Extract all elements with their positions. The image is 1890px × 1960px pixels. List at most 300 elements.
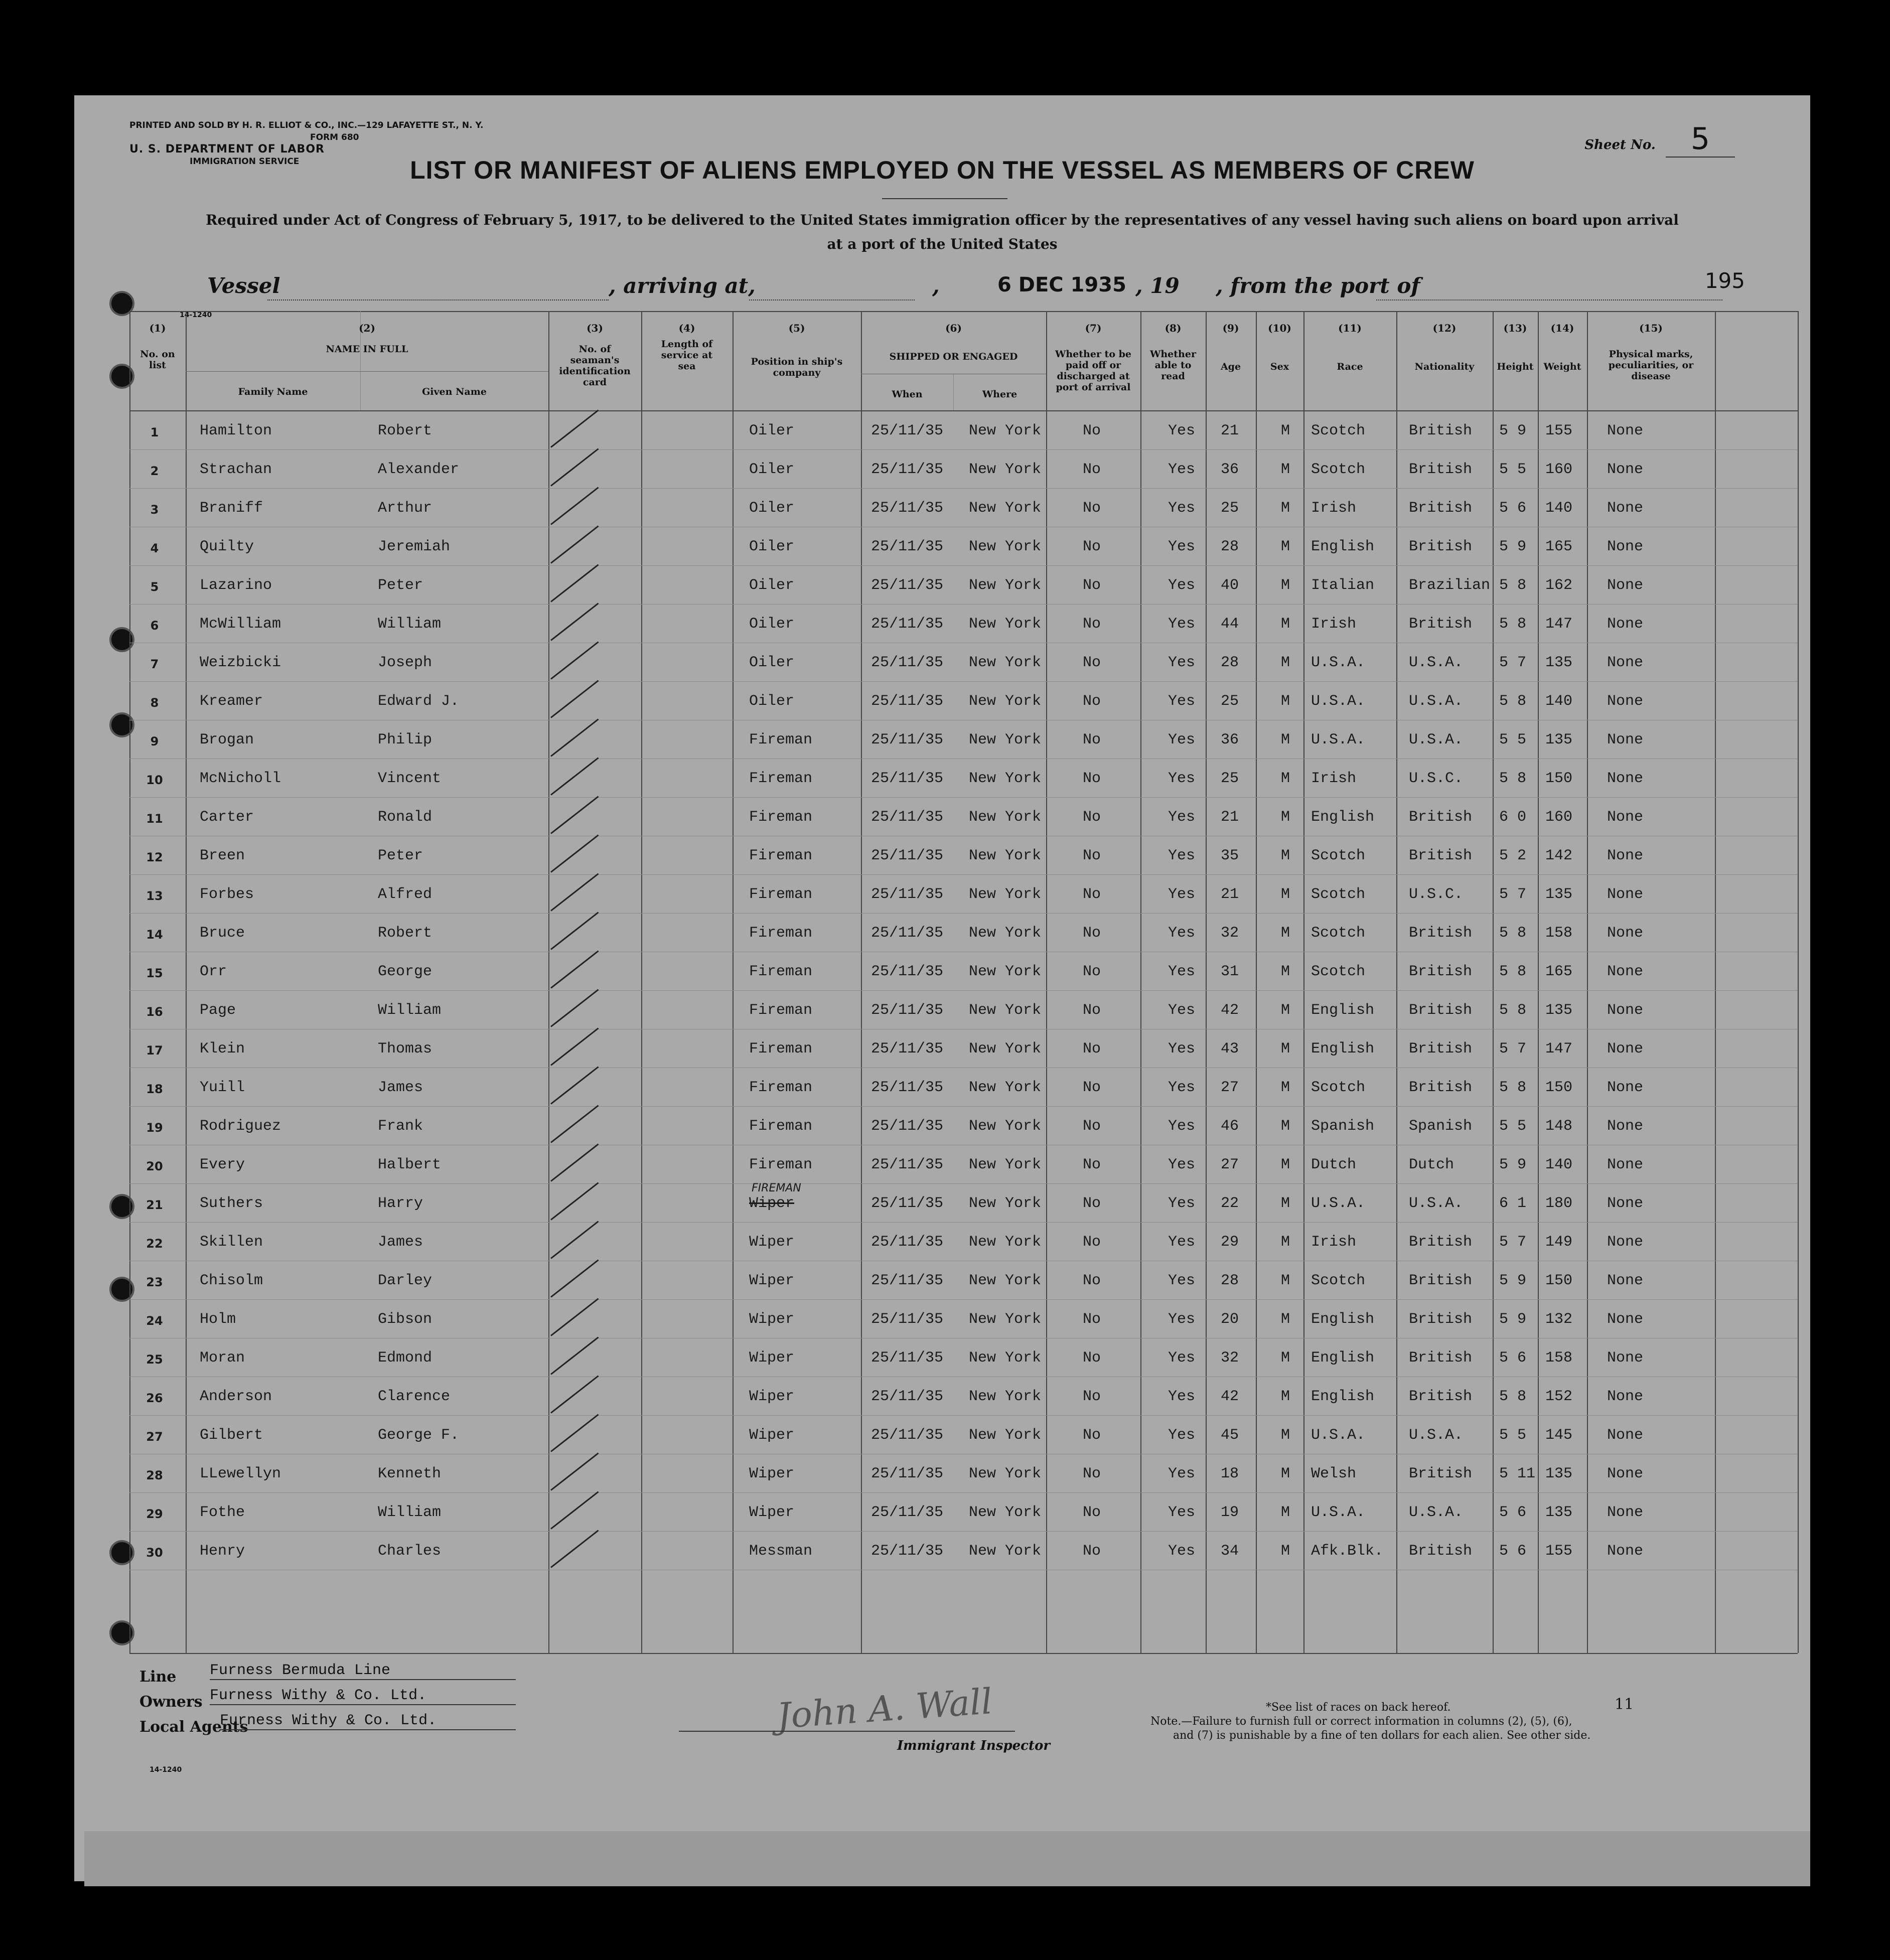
row-number: 15 [146,966,163,980]
position: Wiper [749,1195,795,1212]
nationality: British [1409,1388,1473,1405]
note-races: *See list of races on back hereof. [1266,1701,1451,1714]
row-number: 10 [146,773,163,787]
able-to-read: Yes [1168,693,1196,710]
able-to-read: Yes [1168,809,1196,826]
nationality: U.S.A. [1409,693,1464,710]
sex: M [1281,1040,1290,1058]
id-card-tick-mark [550,1452,599,1490]
inspector-signature: John A. Wall [775,1681,994,1737]
shipped-when: 25/11/35 [871,693,944,710]
table-row [74,450,1810,489]
height: 5 8 [1499,770,1527,787]
sex: M [1281,1427,1290,1444]
weight: 135 [1545,886,1573,903]
shipped-where: New York [969,770,1042,787]
row-number: 5 [150,580,159,594]
family-name: Forbes [200,886,254,903]
nationality: British [1409,1272,1473,1289]
position: Oiler [749,500,795,517]
weight: 140 [1545,500,1573,517]
given-name: William [378,1002,442,1019]
sex: M [1281,963,1290,980]
sex: M [1281,577,1290,594]
position: Fireman [749,1002,813,1019]
weight: 132 [1545,1311,1573,1328]
paid-off: No [1083,500,1101,517]
nationality: Spanish [1409,1118,1473,1135]
nationality: British [1409,1234,1473,1251]
physical-marks: None [1607,1079,1644,1096]
row-number: 4 [150,541,159,555]
weight: 180 [1545,1195,1573,1212]
race: Irish [1311,1234,1357,1251]
id-card-tick-mark [550,1336,599,1375]
shipped-where: New York [969,654,1042,671]
header-sex: Sex [1270,361,1289,372]
race: Irish [1311,500,1357,517]
row-number: 28 [146,1468,163,1482]
able-to-read: Yes [1168,963,1196,980]
id-card-tick-mark [550,989,599,1027]
comma-separator: , [932,273,940,298]
row-number: 11 [146,812,163,826]
given-name: Thomas [378,1040,432,1058]
col-num: (1) [149,322,166,334]
table-row [74,914,1810,952]
sex: M [1281,1465,1290,1482]
race: Scotch [1311,963,1366,980]
given-name: Alexander [378,461,460,478]
footer-note [1150,1701,1590,1743]
paid-off: No [1083,925,1101,942]
given-name: George F. [378,1427,460,1444]
col-num: (12) [1432,322,1457,334]
sheet-number-label: Sheet No. [1584,137,1656,153]
shipped-when: 25/11/35 [871,809,944,826]
shipped-when: 25/11/35 [871,731,944,748]
position: Oiler [749,422,795,439]
sheet-number-value: 5 [1666,121,1735,158]
age: 25 [1221,770,1239,787]
sex: M [1281,1079,1290,1096]
col-num: (2) [359,322,375,334]
printer-line: PRINTED AND SOLD BY H. R. ELLIOT & CO., INC.—129 LAFAYETTE ST., N. Y. [129,120,484,130]
shipped-when: 25/11/35 [871,1349,944,1367]
shipped-where: New York [969,422,1042,439]
given-name: Kenneth [378,1465,442,1482]
row-number: 30 [146,1546,163,1560]
shipped-where: New York [969,1234,1042,1251]
id-card-tick-mark [550,1066,599,1104]
shipped-where: New York [969,809,1042,826]
year-annotation: 195 [1704,268,1745,293]
given-name: James [378,1234,423,1251]
table-row [74,566,1810,605]
family-name: Fothe [200,1504,245,1521]
height: 5 6 [1499,1349,1527,1367]
weight: 148 [1545,1118,1573,1135]
nationality: U.S.A. [1409,654,1464,671]
paid-off: No [1083,809,1101,826]
race: Scotch [1311,461,1366,478]
shipped-when: 25/11/35 [871,422,944,439]
id-card-tick-mark [550,757,599,795]
shipped-when: 25/11/35 [871,1079,944,1096]
age: 44 [1221,616,1239,633]
race: U.S.A. [1311,1427,1366,1444]
sex: M [1281,809,1290,826]
weight: 150 [1545,1272,1573,1289]
family-name: Klein [200,1040,245,1058]
able-to-read: Yes [1168,1118,1196,1135]
family-name: Henry [200,1543,245,1560]
height: 5 8 [1499,1079,1527,1096]
sex: M [1281,1388,1290,1405]
weight: 165 [1545,963,1573,980]
age: 42 [1221,1388,1239,1405]
shipped-where: New York [969,847,1042,864]
physical-marks: None [1607,925,1644,942]
table-row [74,1532,1810,1570]
row-number: 8 [150,696,159,710]
col-num: (11) [1338,322,1362,334]
col-num: (7) [1085,322,1102,334]
header-length-service: Length of service at sea [661,339,713,372]
shipped-where: New York [969,1002,1042,1019]
sex: M [1281,538,1290,555]
given-name: Arthur [378,500,432,517]
position: Wiper [749,1234,795,1251]
shipped-when: 25/11/35 [871,1118,944,1135]
paid-off: No [1083,1504,1101,1521]
sex: M [1281,886,1290,903]
age: 45 [1221,1427,1239,1444]
paid-off: No [1083,693,1101,710]
header-when: When [892,389,923,400]
height: 5 5 [1499,1427,1527,1444]
form-code-bottom: 14-1240 [150,1766,182,1774]
table-row [74,991,1810,1029]
position: Wiper [749,1388,795,1405]
nationality: British [1409,925,1473,942]
shipped-where: New York [969,731,1042,748]
height: 6 0 [1499,809,1527,826]
physical-marks: None [1607,770,1644,787]
table-row [74,759,1810,798]
family-name: McWilliam [200,616,281,633]
table-row [74,875,1810,914]
weight: 165 [1545,538,1573,555]
table-row [74,1029,1810,1068]
vessel-label: Vessel [207,273,280,298]
physical-marks: None [1607,1311,1644,1328]
id-card-tick-mark [550,1530,599,1568]
given-name: Gibson [378,1311,432,1328]
row-number: 18 [146,1082,163,1096]
weight: 140 [1545,1156,1573,1173]
family-name: LLewellyn [200,1465,281,1482]
able-to-read: Yes [1168,1504,1196,1521]
physical-marks: None [1607,422,1644,439]
paid-off: No [1083,847,1101,864]
id-card-tick-mark [550,525,599,563]
id-card-tick-mark [550,680,599,718]
col-num: (9) [1222,322,1239,334]
able-to-read: Yes [1168,1427,1196,1444]
able-to-read: Yes [1168,422,1196,439]
form-code-top: 14-1240 [180,311,212,319]
note-fine: and (7) is punishable by a fine of ten dollars for each alien. See other side. [1173,1729,1591,1742]
race: Irish [1311,770,1357,787]
shipped-where: New York [969,1040,1042,1058]
height: 5 8 [1499,1388,1527,1405]
position: Oiler [749,461,795,478]
id-card-tick-mark [550,834,599,872]
table-row [74,605,1810,643]
shipped-when: 25/11/35 [871,1040,944,1058]
position: Fireman [749,1040,813,1058]
row-number: 2 [150,464,159,478]
id-card-tick-mark [550,602,599,641]
row-number: 7 [150,657,159,671]
table-top-rule [129,311,1798,312]
weight: 145 [1545,1427,1573,1444]
row-number: 22 [146,1237,163,1251]
race: Italian [1311,577,1375,594]
height: 5 9 [1499,1156,1527,1173]
weight: 160 [1545,461,1573,478]
row-number: 27 [146,1430,163,1444]
able-to-read: Yes [1168,1195,1196,1212]
shipped-where: New York [969,1079,1042,1096]
given-name: Ronald [378,809,432,826]
able-to-read: Yes [1168,1272,1196,1289]
race: Scotch [1311,1079,1366,1096]
sex: M [1281,1195,1290,1212]
height: 5 6 [1499,500,1527,517]
id-card-tick-mark [550,1105,599,1143]
shipped-where: New York [969,1195,1042,1212]
family-name: Skillen [200,1234,263,1251]
header-shipped: SHIPPED OR ENGAGED [889,351,1018,362]
height: 5 9 [1499,1272,1527,1289]
position: Fireman [749,731,813,748]
family-name: Weizbicki [200,654,281,671]
paid-off: No [1083,1156,1101,1173]
height: 5 6 [1499,1504,1527,1521]
table-row [74,720,1810,759]
form-number: FORM 680 [310,132,359,142]
weight: 155 [1545,422,1573,439]
race: Scotch [1311,925,1366,942]
physical-marks: None [1607,693,1644,710]
family-name: Chisolm [200,1272,263,1289]
family-name: Suthers [200,1195,263,1212]
table-row [74,1493,1810,1532]
paid-off: No [1083,616,1101,633]
race: Dutch [1311,1156,1357,1173]
height: 5 9 [1499,422,1527,439]
pencil-mark: 11 [1615,1696,1634,1713]
col-num: (6) [945,322,962,334]
position-correction: FIREMAN [752,1182,801,1194]
nationality: British [1409,1040,1473,1058]
shipped-where: New York [969,1118,1042,1135]
id-card-tick-mark [550,641,599,679]
physical-marks: None [1607,654,1644,671]
position: Messman [749,1543,813,1560]
family-name: Moran [200,1349,245,1367]
id-card-tick-mark [550,1221,599,1259]
arriving-blank [749,299,915,300]
physical-marks: None [1607,1118,1644,1135]
age: 34 [1221,1543,1239,1560]
header-where: Where [982,389,1017,400]
physical-marks: None [1607,731,1644,748]
physical-marks: None [1607,809,1644,826]
shipped-when: 25/11/35 [871,538,944,555]
row-number: 13 [146,889,163,903]
row-number: 3 [150,503,159,517]
able-to-read: Yes [1168,770,1196,787]
age: 36 [1221,731,1239,748]
given-name: Robert [378,422,432,439]
physical-marks: None [1607,1156,1644,1173]
family-name: Yuill [200,1079,245,1096]
able-to-read: Yes [1168,1349,1196,1367]
header-race: Race [1337,361,1363,372]
height: 5 7 [1499,1234,1527,1251]
header-family-name: Family Name [238,386,308,397]
position: Fireman [749,886,813,903]
race: U.S.A. [1311,654,1366,671]
able-to-read: Yes [1168,847,1196,864]
id-card-tick-mark [550,564,599,602]
weight: 135 [1545,1504,1573,1521]
race: English [1311,1002,1375,1019]
id-card-tick-mark [550,873,599,911]
physical-marks: None [1607,538,1644,555]
position: Oiler [749,693,795,710]
family-name: Orr [200,963,227,980]
paid-off: No [1083,1002,1101,1019]
race: Irish [1311,616,1357,633]
shipped-where: New York [969,1272,1042,1289]
weight: 140 [1545,693,1573,710]
shipped-where: New York [969,538,1042,555]
age: 20 [1221,1311,1239,1328]
physical-marks: None [1607,577,1644,594]
shipped-when: 25/11/35 [871,500,944,517]
race: English [1311,1311,1375,1328]
position: Wiper [749,1272,795,1289]
document-title: LIST OR MANIFEST OF ALIENS EMPLOYED ON THE VESSEL AS MEMBERS OF CREW [410,156,1475,184]
able-to-read: Yes [1168,654,1196,671]
weight: 150 [1545,770,1573,787]
service-name: IMMIGRATION SERVICE [190,157,300,167]
weight: 149 [1545,1234,1573,1251]
position: Oiler [749,654,795,671]
shipped-when: 25/11/35 [871,1427,944,1444]
paid-off: No [1083,538,1101,555]
nationality: U.S.A. [1409,1427,1464,1444]
nationality: U.S.C. [1409,886,1464,903]
shipped-where: New York [969,1156,1042,1173]
weight: 135 [1545,654,1573,671]
age: 43 [1221,1040,1239,1058]
paid-off: No [1083,886,1101,903]
able-to-read: Yes [1168,1002,1196,1019]
row-number: 24 [146,1314,163,1328]
shipped-where: New York [969,963,1042,980]
shipped-when: 25/11/35 [871,1388,944,1405]
id-card-tick-mark [550,796,599,834]
line-label: Line [139,1668,177,1686]
sex: M [1281,1504,1290,1521]
table-row [74,1184,1810,1223]
nationality: British [1409,538,1473,555]
shipped-when: 25/11/35 [871,1195,944,1212]
owners-label: Owners [139,1693,203,1711]
table-row [74,1261,1810,1300]
id-card-tick-mark [550,912,599,950]
position: Wiper [749,1504,795,1521]
age: 32 [1221,925,1239,942]
able-to-read: Yes [1168,1311,1196,1328]
table-row [74,411,1810,450]
age: 31 [1221,963,1239,980]
family-name: Brogan [200,731,254,748]
line-value: Furness Bermuda Line [210,1662,516,1680]
height: 5 8 [1499,577,1527,594]
weight: 147 [1545,1040,1573,1058]
paid-off: No [1083,461,1101,478]
paid-off: No [1083,1079,1101,1096]
paid-off: No [1083,770,1101,787]
position: Fireman [749,1079,813,1096]
position: Oiler [749,577,795,594]
header-id-card: No. of seaman's identification card [559,344,631,388]
height: 5 6 [1499,1543,1527,1560]
physical-marks: None [1607,1504,1644,1521]
shipped-when: 25/11/35 [871,654,944,671]
id-card-tick-mark [550,1375,599,1413]
shipped-when: 25/11/35 [871,461,944,478]
header-able-read: Whether able to read [1150,349,1196,382]
race: Afk.Blk. [1311,1543,1384,1560]
physical-marks: None [1607,1543,1644,1560]
nationality: U.S.A. [1409,1195,1464,1212]
header-height: Height [1497,361,1534,372]
weight: 160 [1545,809,1573,826]
physical-marks: None [1607,1195,1644,1212]
height: 5 8 [1499,693,1527,710]
age: 18 [1221,1465,1239,1482]
paid-off: No [1083,1040,1101,1058]
given-name: Joseph [378,654,432,671]
able-to-read: Yes [1168,1543,1196,1560]
vessel-line [207,273,1788,304]
race: English [1311,809,1375,826]
nationality: British [1409,422,1473,439]
able-to-read: Yes [1168,1040,1196,1058]
race: English [1311,1349,1375,1367]
shipped-when: 25/11/35 [871,886,944,903]
physical-marks: None [1607,1234,1644,1251]
age: 28 [1221,1272,1239,1289]
weight: 162 [1545,577,1573,594]
